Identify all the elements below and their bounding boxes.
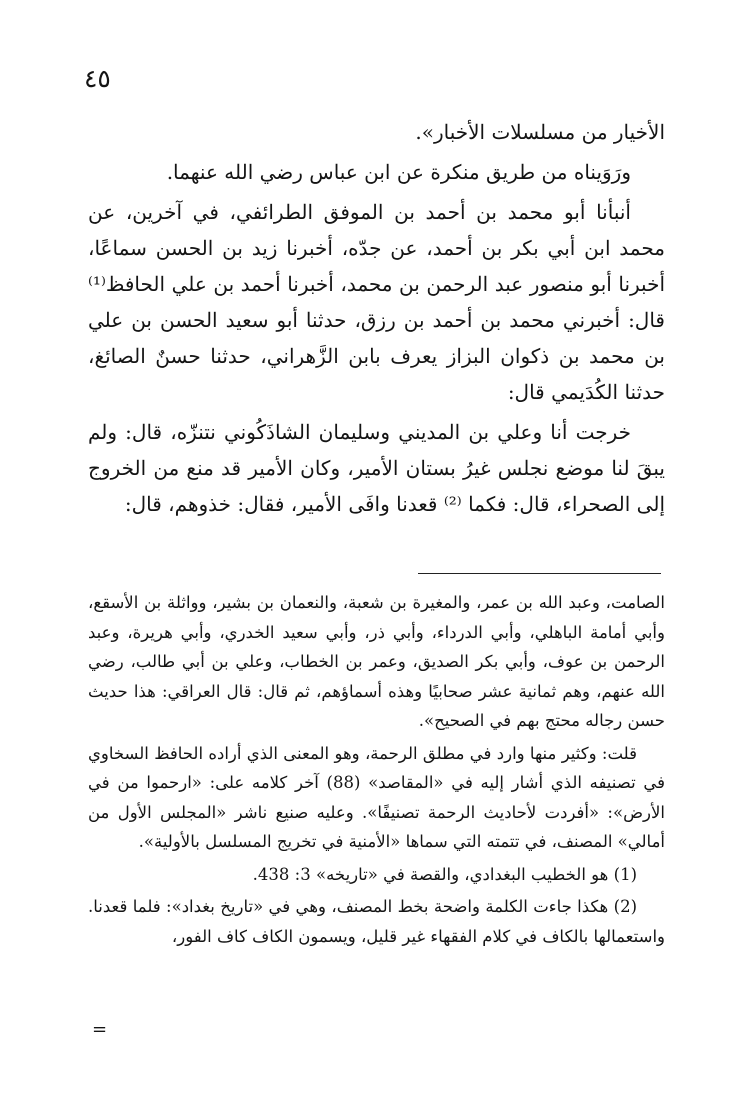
main-paragraph: خرجت أنا وعلي بن المديني وسليمان الشاذَكُوني نتنزّه، قال: ولم يبقَ لنا موضع نجلس غيرُ بستان الأمير، وكان الأمير قد منع من الخروج إلى الصحراء، قال: فكما ⁽²⁾ قعدنا وافَى الأمير، فقال: خذوهم، قال: bbox=[88, 420, 665, 516]
footnote-2: (2) هكذا جاءت الكلمة واضحة بخط المصنف، وهي في «تاريخ بغداد»: فلما قعدنا. واستعمالها بالكاف في كلام الفقهاء غير قليل، ويسمون الكاف كاف الفور، bbox=[88, 897, 665, 946]
footnote-1: (1) هو الخطيب البغدادي، والقصة في «تاريخه» 3: 438. bbox=[252, 864, 637, 884]
footnotes bbox=[88, 588, 665, 951]
footnote-paragraph: الصامت، وعبد الله بن عمر، والمغيرة بن شعبة، والنعمان بن بشير، وواثلة بن الأسقع، وأبي أمامة الباهلي، وأبي الدرداء، وأبي ذر، وأبي سعيد الخدري، وأبي هريرة، وعبد الرحمن بن عوف، وأبي بكر الصديق، وعمر بن الخطاب، وعلي بن أبي طالب، رضي الله عنهم، وهم ثمانية عشر صحابيًا وهذه أسماؤهم، ثم قال: قال العراقي: هذا حديث حسن رجاله محتج بهم في الصحيح». bbox=[88, 593, 665, 730]
main-paragraph: ورَوَيناه من طريق منكرة عن ابن عباس رضي الله عنهما. bbox=[166, 160, 631, 184]
footnote-paragraph: قلت: وكثير منها وارد في مطلق الرحمة، وهو المعنى الذي أراده الحافظ السخاوي في تصنيفه الذي أشار إليه في «المقاصد» (88) آخر كلامه على: «ارحموا من في الأرض»: «أفردت لأحاديث الرحمة تصنيفًا». وعليه صنيع ناشر «المجلس الأول من أمالي» المصنف، في تتمته التي سماها «الأمنية في تخريج المسلسل بالأولية». bbox=[88, 743, 665, 851]
main-paragraph: أنبأنا أبو محمد بن أحمد بن الموفق الطرائفي، في آخرين، عن محمد ابن أبي بكر بن أحمد، عن جدّه، أخبرنا زيد بن الحسن سماعًا، أخبرنا أبو منصور عبد الرحمن بن محمد، أخبرنا أحمد بن علي الحافظ⁽¹⁾ قال: أخبرني محمد بن أحمد بن رزق، حدثنا أبو سعيد الحسن بن علي بن محمد بن ذكوان البزاز يعرف بابن الزَّهراني، حدثنا حسنٌ الصائغ، حدثنا الكُدَيمي قال: bbox=[88, 200, 666, 404]
main-paragraph: الأخيار من مسلسلات الأخبار». bbox=[415, 120, 665, 144]
main-text bbox=[88, 114, 665, 522]
continuation-mark: = bbox=[92, 1019, 108, 1040]
footnote-separator bbox=[418, 573, 661, 574]
page-number: ٤٥ bbox=[84, 64, 111, 93]
